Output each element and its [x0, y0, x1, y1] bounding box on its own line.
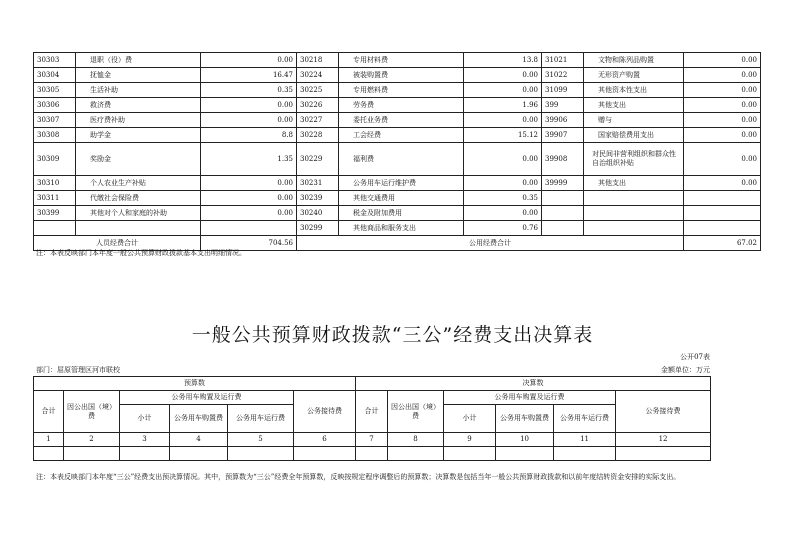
item-name: 生活补助 — [76, 83, 201, 98]
item-name: 文物和陈列品购置 — [584, 53, 684, 68]
bottom-note: 注：本表反映部门本年度“三公”经费支出预决算情况。其中，预算数为“三公”经费全年预算数，反映按规定程序调整后的预算数；决算数是包括当年一般公共预算财政拨款和以前年度结转资金安排的实际支出。 — [36, 473, 681, 481]
table-row — [34, 113, 761, 128]
item-name: 委托业务费 — [339, 113, 464, 128]
item-value: 0.00 — [684, 128, 761, 143]
column-number: 6 — [294, 433, 356, 447]
item-code: 39999 — [542, 176, 584, 191]
item-name: 退职（役）费 — [76, 53, 201, 68]
column-number: 12 — [616, 433, 711, 447]
item-value: 0.00 — [201, 53, 297, 68]
item-name: 专用燃料费 — [339, 83, 464, 98]
budget-abroad-header: 因公出国（境）费 — [64, 391, 120, 433]
item-value: 0.00 — [201, 113, 297, 128]
item-name: 抚恤金 — [76, 68, 201, 83]
item-value: 0.00 — [684, 98, 761, 113]
item-name: 救济费 — [76, 98, 201, 113]
item-code: 39907 — [542, 128, 584, 143]
budget-car-run-header: 公务用车运行费 — [228, 405, 294, 433]
item-value: 1.35 — [201, 143, 297, 176]
empty-cell — [584, 221, 684, 236]
item-code: 30310 — [34, 176, 76, 191]
column-number: 1 — [34, 433, 64, 447]
item-value: 0.00 — [201, 191, 297, 206]
currency-unit-label: 金额单位：万元 — [661, 366, 710, 374]
item-value: 0.00 — [464, 176, 542, 191]
item-name: 赠与 — [584, 113, 684, 128]
table-row — [34, 143, 761, 176]
department-label: 部门：屈原管理区河市联校 — [36, 366, 120, 374]
empty-cell — [584, 191, 684, 206]
item-code: 31021 — [542, 53, 584, 68]
final-reception-header: 公务接待费 — [616, 391, 711, 433]
budget-total-header: 合计 — [34, 391, 64, 433]
item-name: 公务用车运行维护费 — [339, 176, 464, 191]
item-code: 30304 — [34, 68, 76, 83]
item-value: 0.00 — [684, 68, 761, 83]
final-car-run-header: 公务用车运行费 — [554, 405, 616, 433]
column-number: 8 — [388, 433, 444, 447]
item-value: 0.00 — [464, 83, 542, 98]
column-number: 11 — [554, 433, 616, 447]
item-code: 30226 — [297, 98, 339, 113]
page-title: 一般公共预算财政拨款“三公”经费支出决算表 — [191, 324, 594, 346]
item-name: 其他支出 — [584, 176, 684, 191]
item-name: 代缴社会保险费 — [76, 191, 201, 206]
item-value: 0.00 — [684, 143, 761, 176]
personnel-total-label: 人员经费合计 — [34, 236, 201, 251]
item-name: 税金及附加费用 — [339, 206, 464, 221]
item-value: 0.00 — [464, 113, 542, 128]
table-row — [34, 68, 761, 83]
item-code: 30229 — [297, 143, 339, 176]
item-value: 0.00 — [464, 68, 542, 83]
table-row — [34, 206, 761, 221]
item-code: 30240 — [297, 206, 339, 221]
column-number: 2 — [64, 433, 120, 447]
final-total-header: 合计 — [356, 391, 388, 433]
item-value: 0.00 — [684, 83, 761, 98]
empty-cell — [684, 221, 761, 236]
form-number: 公开07表 — [680, 353, 710, 361]
item-name: 专用材料费 — [339, 53, 464, 68]
empty-cell — [201, 221, 297, 236]
item-value: 13.8 — [464, 53, 542, 68]
item-code: 30305 — [34, 83, 76, 98]
final-car-buy-header: 公务用车购置费 — [496, 405, 554, 433]
column-number: 5 — [228, 433, 294, 447]
table-row — [34, 176, 761, 191]
empty-cell — [34, 221, 76, 236]
column-number: 3 — [120, 433, 170, 447]
empty-data-row — [34, 447, 711, 461]
item-code: 399 — [542, 98, 584, 113]
empty-cell — [584, 206, 684, 221]
item-value: 1.96 — [464, 98, 542, 113]
item-code: 39908 — [542, 143, 584, 176]
item-value: 0.00 — [201, 98, 297, 113]
item-code: 30299 — [297, 221, 339, 236]
basic-expenditure-table — [33, 52, 761, 251]
item-name: 其他对个人和家庭的补助 — [76, 206, 201, 221]
column-number: 7 — [356, 433, 388, 447]
item-code: 31099 — [542, 83, 584, 98]
item-code: 30399 — [34, 206, 76, 221]
item-code: 30227 — [297, 113, 339, 128]
public-total-label: 公用经费合计 — [297, 236, 684, 251]
budget-header: 预算数 — [34, 377, 356, 391]
empty-cell — [684, 191, 761, 206]
item-code: 30225 — [297, 83, 339, 98]
item-code: 30303 — [34, 53, 76, 68]
item-name: 其他资本性支出 — [584, 83, 684, 98]
item-name: 工会经费 — [339, 128, 464, 143]
table-row — [34, 128, 761, 143]
item-name: 被装购置费 — [339, 68, 464, 83]
item-value: 0.00 — [201, 176, 297, 191]
column-number-row — [34, 433, 711, 447]
table-row — [34, 98, 761, 113]
item-name: 个人农业生产补贴 — [76, 176, 201, 191]
item-value: 16.47 — [201, 68, 297, 83]
item-value: 8.8 — [201, 128, 297, 143]
final-abroad-header: 因公出国（境）费 — [388, 391, 444, 433]
column-number: 4 — [170, 433, 228, 447]
empty-cell — [76, 221, 201, 236]
item-value: 0.35 — [464, 191, 542, 206]
final-subtotal-header: 小计 — [444, 405, 496, 433]
public-total-value: 67.02 — [684, 236, 761, 251]
budget-car-header: 公务用车购置及运行费 — [120, 391, 294, 405]
item-code: 30224 — [297, 68, 339, 83]
item-code: 30306 — [34, 98, 76, 113]
final-car-header: 公务用车购置及运行费 — [444, 391, 616, 405]
item-value: 0.00 — [684, 113, 761, 128]
empty-cell — [542, 221, 584, 236]
item-name: 其他商品和服务支出 — [339, 221, 464, 236]
column-number: 10 — [496, 433, 554, 447]
item-code: 30228 — [297, 128, 339, 143]
table-row — [34, 53, 761, 68]
item-code: 30218 — [297, 53, 339, 68]
table-row — [34, 191, 761, 206]
budget-car-buy-header: 公务用车购置费 — [170, 405, 228, 433]
item-code: 30307 — [34, 113, 76, 128]
final-header: 决算数 — [356, 377, 711, 391]
item-code: 39906 — [542, 113, 584, 128]
item-name: 无形资产购置 — [584, 68, 684, 83]
item-value: 15.12 — [464, 128, 542, 143]
personnel-total-value: 704.56 — [201, 236, 297, 251]
budget-subtotal-header: 小计 — [120, 405, 170, 433]
item-name: 国家赔偿费用支出 — [584, 128, 684, 143]
three-public-expenses-table — [33, 376, 711, 461]
item-code: 30308 — [34, 128, 76, 143]
item-value: 0.00 — [684, 176, 761, 191]
table-row — [34, 221, 761, 236]
item-value: 0.35 — [201, 83, 297, 98]
item-name: 奖励金 — [76, 143, 201, 176]
table-row — [34, 83, 761, 98]
budget-reception-header: 公务接待费 — [294, 391, 356, 433]
item-code: 31022 — [542, 68, 584, 83]
table-note: 注：本表反映部门本年度一般公共预算财政拨款基本支出明细情况。 — [36, 249, 246, 257]
item-name: 劳务费 — [339, 98, 464, 113]
item-value: 0.00 — [464, 143, 542, 176]
empty-cell — [542, 206, 584, 221]
item-code: 30309 — [34, 143, 76, 176]
item-value: 0.00 — [464, 206, 542, 221]
item-name: 医疗费补助 — [76, 113, 201, 128]
item-code: 30231 — [297, 176, 339, 191]
empty-cell — [542, 191, 584, 206]
item-name: 其他支出 — [584, 98, 684, 113]
item-name: 对民间非营利组织和群众性自治组织补贴 — [584, 143, 684, 176]
item-name: 其他交通费用 — [339, 191, 464, 206]
item-value: 0.00 — [201, 206, 297, 221]
item-value: 0.00 — [684, 53, 761, 68]
column-number: 9 — [444, 433, 496, 447]
item-name: 助学金 — [76, 128, 201, 143]
item-name: 福利费 — [339, 143, 464, 176]
empty-cell — [684, 206, 761, 221]
item-code: 30311 — [34, 191, 76, 206]
item-code: 30239 — [297, 191, 339, 206]
item-value: 0.76 — [464, 221, 542, 236]
